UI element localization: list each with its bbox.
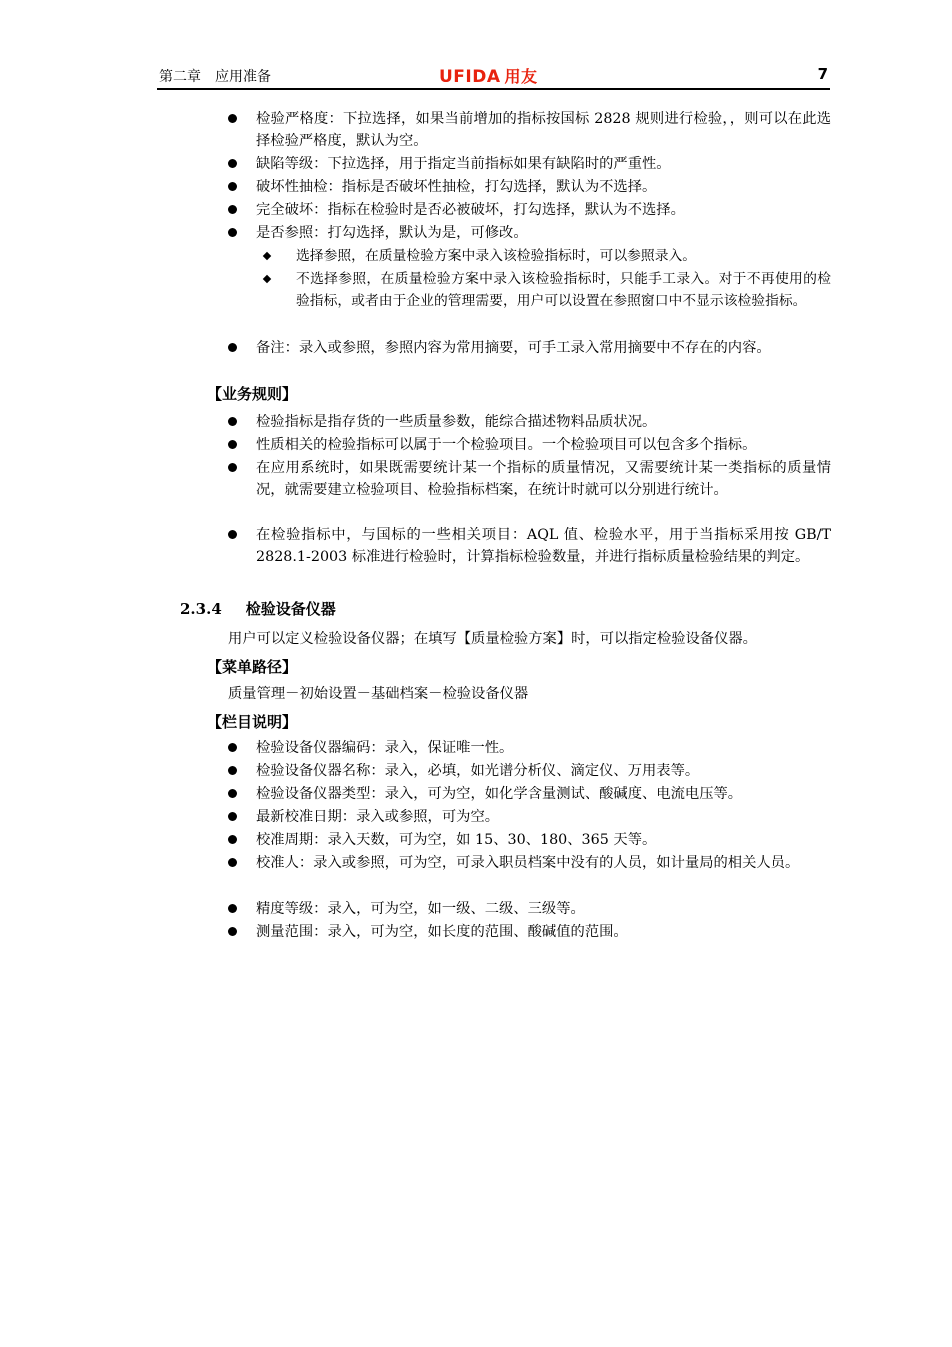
logo-text: UFIDA — [439, 67, 501, 87]
chapter-title: 第二章 应用准备 — [159, 69, 271, 85]
list-item: 缺陷等级：下拉选择，用于指定当前指标如果有缺陷时的严重性。 — [256, 156, 671, 172]
list-item: 在检验指标中，与国标的一些相关项目：AQL 值、检验水平，用于当指标采用按 GB/T 2828.1-2003 标准进行检验时，计算指标检验数量，并进行指标质量检验结果的判定。 — [256, 527, 831, 565]
header-rule — [157, 88, 830, 90]
bullet-dot — [228, 858, 237, 867]
list-item: 校准周期：录入天数，可为空，如 15、30、180、365 天等。 — [256, 832, 657, 848]
list-item: 性质相关的检验指标可以属于一个检验项目。一个检验项目可以包含多个指标。 — [256, 437, 757, 453]
list-item: 检验设备仪器名称：录入，必填，如光谱分析仪、滴定仪、万用表等。 — [256, 763, 700, 779]
section-title: 检验设备仪器 — [245, 600, 336, 618]
bullet-dot — [228, 417, 237, 426]
section-intro: 用户可以定义检验设备仪器；在填写【质量检验方案】时，可以指定检验设备仪器。 — [228, 631, 757, 647]
bullet-dot — [228, 904, 237, 913]
list-item: 精度等级：录入，可为空，如一级、二级、三级等。 — [256, 901, 585, 917]
bullet-dot — [228, 812, 237, 821]
bullet-dot — [228, 835, 237, 844]
list-item: 在应用系统时，如果既需要统计某一个指标的质量情况，又需要统计某一类指标的质量情况，就需要建立检验项目、检验指标档案，在统计时就可以分别进行统计。 — [256, 460, 831, 498]
bullet-dot — [228, 927, 237, 936]
logo-cn-text: 用友 — [504, 67, 538, 86]
bullet-dot — [228, 205, 237, 214]
bullet-dot — [228, 159, 237, 168]
bullet-dot — [228, 440, 237, 449]
fields-heading: 【栏目说明】 — [207, 713, 298, 731]
bullet-dot — [228, 343, 237, 352]
list-item: 检验设备仪器编码：录入，保证唯一性。 — [256, 740, 514, 756]
menu-path-heading: 【菜单路径】 — [207, 658, 298, 676]
list-item: 最新校准日期：录入或参照，可为空。 — [256, 809, 500, 825]
rules-heading: 【业务规则】 — [207, 385, 298, 403]
list-item: 检验指标是指存货的一些质量参数，能综合描述物料品质状况。 — [256, 414, 657, 430]
list-item: 是否参照：打勾选择，默认为是，可修改。 — [256, 225, 528, 241]
bullet-dot — [228, 228, 237, 237]
sub-list-item: 不选择参照，在质量检验方案中录入该检验指标时，只能手工录入。对于不再使用的检验指标，或者由于企业的管理需要，用户可以设置在参照窗口中不显示该检验指标。 — [296, 271, 831, 309]
section-number: 2.3.4 — [180, 600, 222, 618]
ufida-logo — [439, 64, 538, 87]
list-item: 校准人：录入或参照，可为空，可录入职员档案中没有的人员，如计量局的相关人员。 — [256, 855, 800, 871]
bullet-dot — [228, 114, 237, 123]
bullet-dot — [228, 743, 237, 752]
list-item: 检验设备仪器类型：录入，可为空，如化学含量测试、酸碱度、电流电压等。 — [256, 786, 743, 802]
list-item: 备注：录入或参照，参照内容为常用摘要，可手工录入常用摘要中不存在的内容。 — [256, 340, 771, 356]
bullet-dot — [228, 530, 237, 539]
section-heading — [180, 598, 336, 619]
diamond-bullet-icon — [263, 275, 271, 283]
sub-list-item: 选择参照，在质量检验方案中录入该检验指标时，可以参照录入。 — [296, 248, 697, 264]
menu-path: 质量管理－初始设置－基础档案－检验设备仪器 — [228, 686, 529, 702]
diamond-bullet-icon — [263, 252, 271, 260]
list-item: 检验严格度：下拉选择，如果当前增加的指标按国标 2828 规则进行检验，，则可以在此选择检验严格度，默认为空。 — [256, 111, 831, 149]
page-header — [157, 62, 830, 88]
page-number: 7 — [817, 65, 828, 83]
bullet-dot — [228, 182, 237, 191]
bullet-dot — [228, 463, 237, 472]
list-item: 测量范围：录入，可为空，如长度的范围、酸碱值的范围。 — [256, 924, 628, 940]
list-item: 破坏性抽检：指标是否破坏性抽检，打勾选择，默认为不选择。 — [256, 179, 657, 195]
bullet-dot — [228, 789, 237, 798]
list-item: 完全破坏：指标在检验时是否必被破坏，打勾选择，默认为不选择。 — [256, 202, 685, 218]
bullet-dot — [228, 766, 237, 775]
